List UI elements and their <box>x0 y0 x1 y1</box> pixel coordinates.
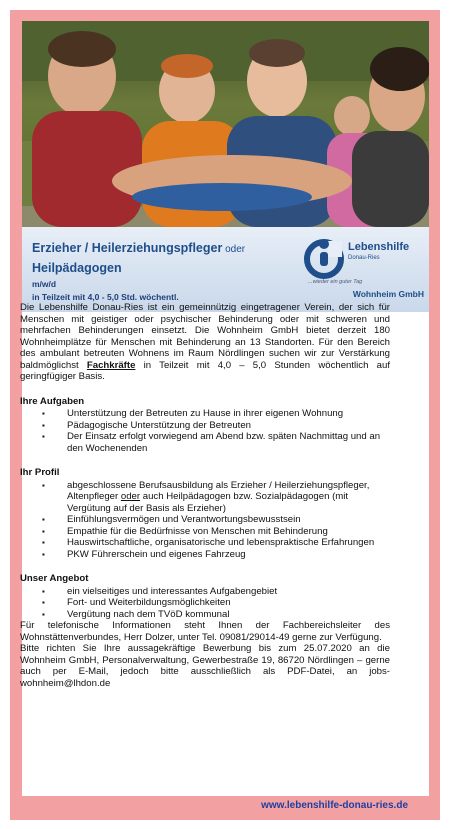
list-item: ▪ Pädagogische Unterstützung der Betreuten <box>20 420 390 432</box>
team-photo-illustration <box>22 21 429 227</box>
list-item: ▪ Der Einsatz erfolgt vorwiegend am Abend bzw. späten Nachmittag und an den Wochenenden <box>20 431 390 454</box>
profile-list <box>20 480 390 561</box>
list-item: ▪ ein vielseitiges und interessantes Aufgabengebiet <box>20 586 390 598</box>
application-paragraph: Bitte richten Sie Ihre aussagekräftige Bewerbung bis zum 25.07.2020 an die Wohnheim GmbH, Personalverwaltung, Gewerbestraße 19, 86720 Nördlingen – gerne auch per E-Mail, jedoch bitte ausschließlich als PDF-Datei, an jobs-wohnheim@lhdon.de <box>20 643 390 689</box>
intro-text-before: Die Lebenshilfe Donau-Ries ist ein gemeinnützig eingetragener Verein, der sich für Menschen mit geistiger oder psychischer Behinderung oder mit schweren und mehrfachen Behinderungen einsetzt. Die Wohnheim GmbH bietet derzeit 180 Wohnheimplätze für Menschen mit Behinderung an 13 Standorten. Für den Bereich des ambulant betreuten Wohnens im Raum Nördlingen suchen wir zur Verstärkung baldmöglichst <box>20 302 390 371</box>
job-subtitle <box>32 278 179 304</box>
gender-note: m/w/d <box>32 279 57 289</box>
job-title <box>32 239 302 278</box>
list-item: ▪ Unterstützung der Betreuten zu Hause in ihrer eigenen Wohnung <box>20 408 390 420</box>
list-item: ▪ Empathie für die Bedürfnisse von Menschen mit Behinderung <box>20 526 390 538</box>
job-title-main: Erzieher / Heilerziehungspfleger <box>32 241 223 255</box>
team-photo <box>22 21 429 227</box>
job-header <box>22 227 429 312</box>
logo-region: Donau-Ries <box>348 255 380 261</box>
list-item: ▪ Einfühlungsvermögen und Verantwortungsbewusstsein <box>20 514 390 526</box>
intro-text-after: in Teilzeit mit 4,0 – 5,0 Stunden wöchentlich auf geringfügiger Basis. <box>20 359 390 382</box>
job-description <box>20 302 390 689</box>
profile-first-underlined: oder <box>120 491 141 502</box>
list-item <box>20 480 390 515</box>
website-link[interactable]: www.lebenshilfe-donau-ries.de <box>261 800 408 811</box>
profile-heading: Ihr Profil <box>20 467 60 478</box>
hours-note: in Teilzeit mit 4,0 - 5,0 Std. wöchentl. <box>32 292 179 302</box>
footer-bar <box>10 796 440 820</box>
list-item: ▪ Hauswirtschaftliche, organisatorische und lebenspraktische Erfahrungen <box>20 537 390 549</box>
contact-paragraph: Für telefonische Informationen steht Ihnen der Fachbereichsleiter des Wohnstättenverbundes, Herr Dolzer, unter Tel. 09081/29014-49 gerne zur Verfügung. <box>20 620 390 643</box>
tasks-heading: Ihre Aufgaben <box>20 395 85 407</box>
profile-first-after: auch Heilpädagogen bzw. Sozialpädagogen (mit Vergütung auf der Basis als Erzieher) <box>67 491 349 514</box>
list-item: ▪ PKW Führerschein und eigenes Fahrzeug <box>20 549 390 561</box>
tasks-list <box>20 408 390 454</box>
intro-paragraph <box>20 302 390 383</box>
offer-list <box>20 586 390 621</box>
offer-heading: Unser Angebot <box>20 573 89 584</box>
lebenshilfe-emblem-icon <box>302 235 346 279</box>
job-title-line2: Heilpädagogen <box>32 261 122 275</box>
logo-name: Lebenshilfe <box>348 241 410 253</box>
lebenshilfe-logo <box>300 233 426 299</box>
logo-unit: Wohnheim GmbH <box>352 289 424 299</box>
profile-first-before: abgeschlossene Berufsausbildung als Erzieher / Heilerziehungspfleger, Altenpfleger <box>67 479 370 502</box>
logo-tagline: ...wieder ein guter Tag <box>308 279 363 285</box>
list-item: ▪ Fort- und Weiterbildungsmöglichkeiten <box>20 597 390 609</box>
job-title-or: oder <box>222 244 246 255</box>
list-item: ▪ Vergütung nach dem TVöD kommunal <box>20 609 390 621</box>
intro-highlight: Fachkräfte <box>86 359 136 371</box>
